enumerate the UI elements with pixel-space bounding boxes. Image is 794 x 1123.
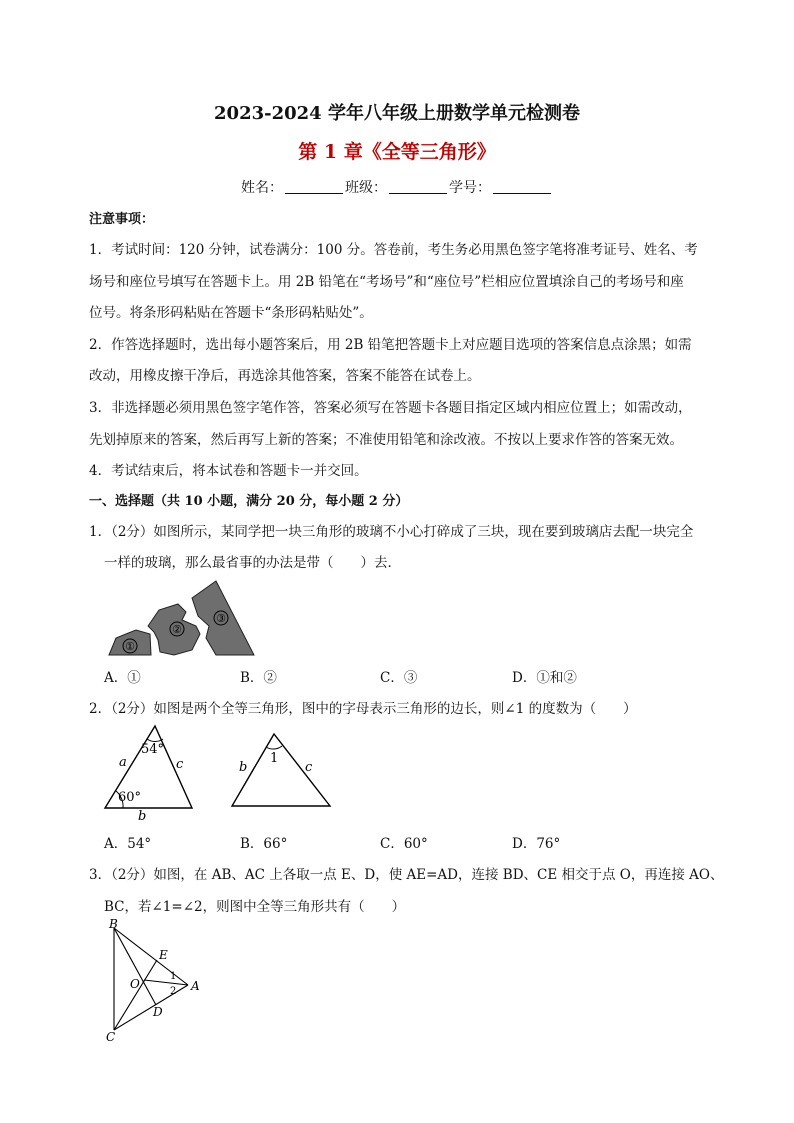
piece-label-1: ① xyxy=(125,640,135,653)
tri1-angle-top: 54° xyxy=(141,742,165,757)
id-label: 学号： xyxy=(449,180,491,196)
tri1-side-a: a xyxy=(119,755,127,770)
q2-option-d[interactable]: D．76° xyxy=(512,836,561,852)
segment-CA xyxy=(114,985,188,1030)
note-line: 改动，用橡皮擦干净后，再选涂其他答案，答案不能答在试卷上。 xyxy=(89,368,481,384)
q3-text: 3．（2分）如图，在 AB、AC 上各取一点 E、D，使 AE=AD，连接 BD、CE 相交于点 O，再连接 AO、 xyxy=(89,867,724,883)
note-line: 1．考试时间：120 分钟，试卷满分：100 分。答卷前，考生务必用黑色签字笔将准考证号、姓名、考 xyxy=(89,242,698,258)
note-line: 位号。将条形码粘贴在答题卡“条形码粘贴处”。 xyxy=(89,305,373,321)
q1-option-d[interactable]: D．①和② xyxy=(512,670,577,686)
note-line: 先划掉原来的答案，然后再写上新的答案；不准使用铅笔和涂改液。不按以上要求作答的答案无效。 xyxy=(89,432,683,448)
point-D: D xyxy=(153,1005,163,1019)
angle-1: 1 xyxy=(170,971,177,982)
q2-triangles-figure xyxy=(100,720,350,825)
tri2-side-c: c xyxy=(305,760,313,775)
note-line: 4．考试结束后，将本试卷和答题卡一并交回。 xyxy=(89,463,368,479)
piece-label-2: ② xyxy=(172,623,182,636)
point-C: C xyxy=(106,1030,116,1044)
point-E: E xyxy=(159,948,168,962)
name-label: 姓名： xyxy=(241,180,283,196)
notes-heading: 注意事项： xyxy=(89,212,155,227)
q2-option-c[interactable]: C．60° xyxy=(380,836,428,852)
q3-text-cont: BC，若∠1=∠2，则图中全等三角形共有（ ） xyxy=(104,899,406,915)
q1-option-c[interactable]: C．③ xyxy=(380,670,418,686)
q2-text: 2．（2分）如图是两个全等三角形，图中的字母表示三角形的边长，则∠1 的度数为（ ） xyxy=(89,701,637,717)
chapter-subtitle: 第 1 章《全等三角形》 xyxy=(298,141,496,163)
q2-option-a[interactable]: A．54° xyxy=(104,836,152,852)
page-title: 2023-2024 学年八年级上册数学单元检测卷 xyxy=(214,103,580,124)
student-info xyxy=(0,177,794,197)
class-blank[interactable] xyxy=(389,179,447,194)
id-blank[interactable] xyxy=(493,179,551,194)
tri2-side-b: b xyxy=(239,760,248,775)
note-line: 2．作答选择题时，选出每小题答案后，用 2B 铅笔把答题卡上对应题目选项的答案信息点涂黑；如需 xyxy=(89,337,692,353)
q1-text: 1．（2分）如图所示，某同学把一块三角形的玻璃不小心打碎成了三块，现在要到玻璃店去配一块完全 xyxy=(89,524,694,540)
point-B: B xyxy=(109,917,118,931)
note-line: 场号和座位号填写在答题卡上。用 2B 铅笔在“考场号”和“座位号”栏相应位置填涂自己的考场号和座 xyxy=(89,274,684,290)
segment-BA xyxy=(114,928,188,985)
q1-option-a[interactable]: A．① xyxy=(104,670,141,686)
tri1-angle-left: 60° xyxy=(118,790,142,805)
q3-geometry-figure xyxy=(100,916,220,1046)
point-O: O xyxy=(130,977,140,991)
point-A: A xyxy=(191,979,200,993)
angle-2: 2 xyxy=(170,986,177,997)
q1-text-cont: 一样的玻璃，那么最省事的办法是带（ ）去． xyxy=(104,555,401,571)
segment-OA xyxy=(144,980,188,985)
tri1-side-c: c xyxy=(176,757,184,772)
tri2-angle-1: 1 xyxy=(270,751,279,766)
note-line: 3．非选择题必须用黑色签字笔作答，答案必须写在答题卡各题目指定区域内相应位置上；如需改动， xyxy=(89,400,692,416)
class-label: 班级： xyxy=(345,180,387,196)
segment-BD xyxy=(114,928,156,1005)
q1-option-b[interactable]: B．② xyxy=(240,670,277,686)
tri1-side-b: b xyxy=(138,809,147,824)
name-blank[interactable] xyxy=(285,179,343,194)
q2-option-b[interactable]: B．66° xyxy=(240,836,288,852)
q1-glass-figure xyxy=(104,576,264,660)
section-heading: 一、选择题（共 10 小题，满分 20 分，每小题 2 分） xyxy=(89,494,409,509)
piece-label-3: ③ xyxy=(216,612,226,625)
